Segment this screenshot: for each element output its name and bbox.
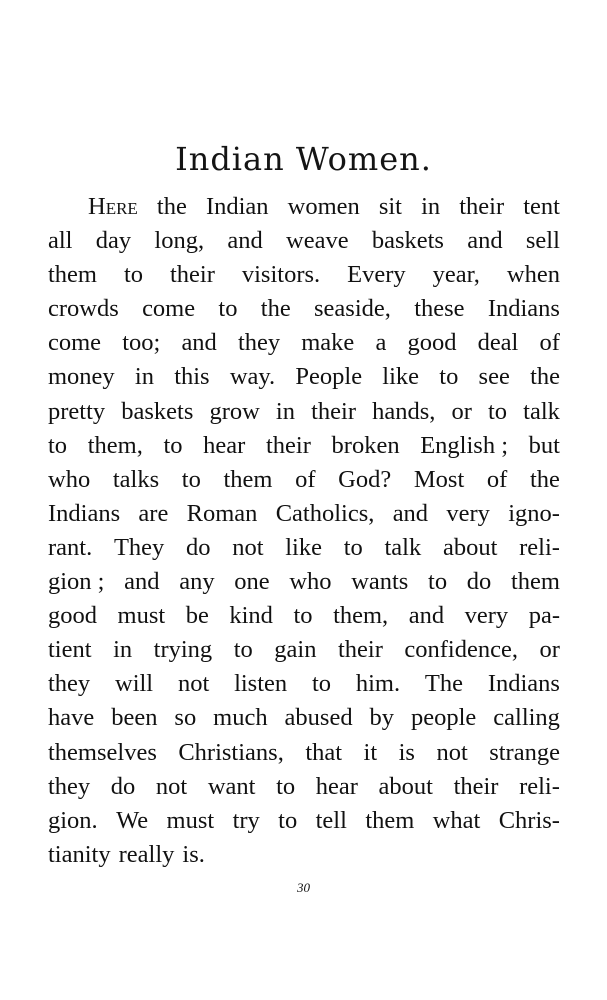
text-line: Indians are Roman Catholics, and very igno- [48, 499, 560, 527]
text-line: tianity really is. [48, 840, 205, 868]
text-line: all day long, and weave baskets and sell [48, 227, 560, 255]
text-line: Here the Indian women sit in their tent [48, 190, 560, 224]
text-line: themselves Christians, that it is not strange [48, 738, 560, 766]
text-line: money in this way. People like to see the [48, 363, 560, 391]
text-line: pretty baskets grow in their hands, or to talk [48, 397, 560, 425]
text-line: they do not want to hear about their reli- [48, 772, 560, 800]
text-line: to them, to hear their broken English ; but [48, 431, 560, 459]
text-line: them to their visitors. Every year, when [48, 261, 560, 289]
text-line: good must be kind to them, and very pa- [48, 602, 560, 630]
text-line: crowds come to the seaside, these Indians [48, 295, 560, 323]
page-number: 30 [297, 880, 310, 895]
body-paragraph [48, 190, 560, 872]
lead-word: Here [88, 193, 138, 220]
text-line: have been so much abused by people calling [48, 704, 560, 732]
text-line: gion. We must try to tell them what Chris- [48, 806, 560, 834]
text-line: come too; and they make a good deal of [48, 329, 560, 357]
text-line: tient in trying to gain their confidence, or [48, 636, 560, 664]
text-line: rant. They do not like to talk about reli- [48, 533, 560, 561]
chapter-title: Indian Women. [175, 140, 432, 178]
text-line: they will not listen to him. The Indians [48, 670, 560, 698]
text-line: who talks to them of God? Most of the [48, 465, 560, 493]
text-line: gion ; and any one who wants to do them [48, 568, 560, 596]
